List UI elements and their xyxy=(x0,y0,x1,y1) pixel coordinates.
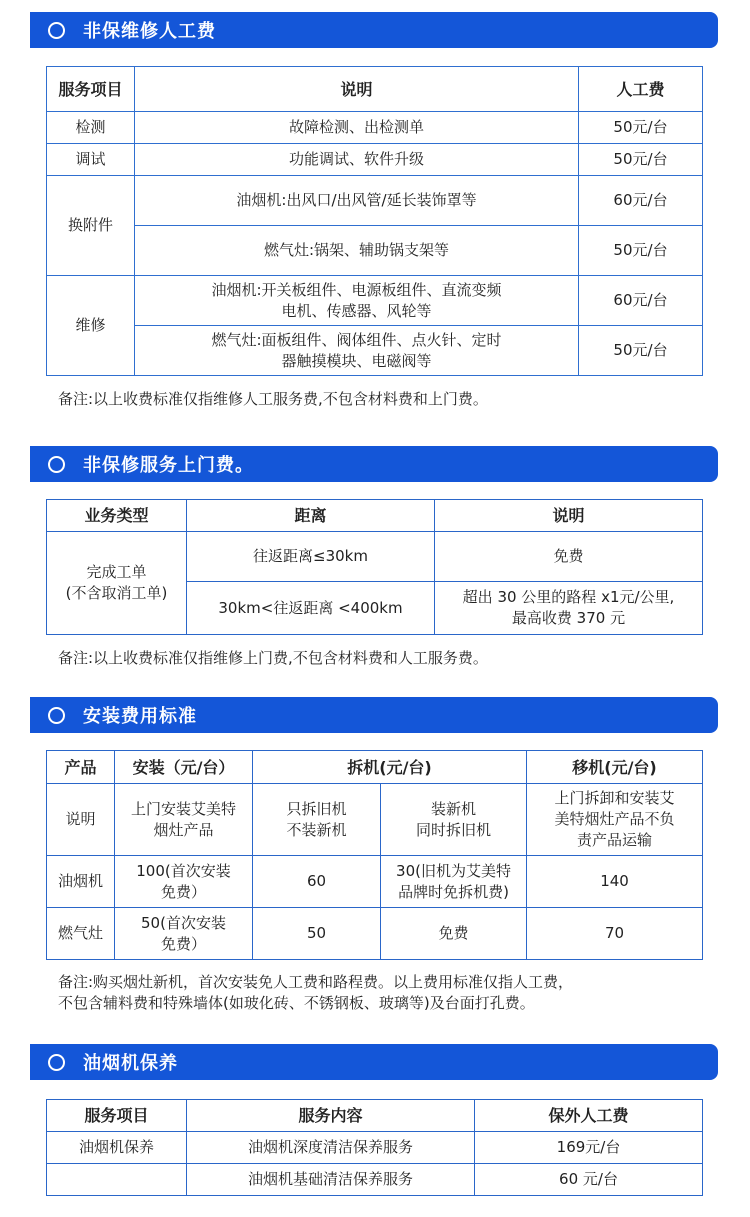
cell-move: 70 xyxy=(527,908,703,960)
cell-remove-only: 60 xyxy=(253,856,381,908)
type-line: (不含取消工单) xyxy=(65,584,168,602)
header-remove: 拆机(元/台) xyxy=(253,751,527,784)
cell-desc: 功能调试、软件升级 xyxy=(135,144,579,176)
cell-label: 说明 xyxy=(47,784,115,856)
table-row xyxy=(47,176,703,226)
cell-remove-with-new: 免费 xyxy=(381,908,527,960)
circle-icon xyxy=(48,707,65,724)
cell-fee: 169元/台 xyxy=(475,1132,703,1164)
desc-line: 最高收费 370 元 xyxy=(511,609,626,627)
cell-install xyxy=(115,908,253,960)
cell-fee: 50元/台 xyxy=(579,226,703,276)
table-row xyxy=(47,1164,703,1196)
circle-icon xyxy=(48,456,65,473)
cell-desc: 燃气灶:锅架、辅助锅支架等 xyxy=(135,226,579,276)
cell-move xyxy=(527,784,703,856)
maintenance-table xyxy=(46,1099,703,1196)
section-header-hood-maintenance xyxy=(30,1044,718,1080)
table-row xyxy=(47,1132,703,1164)
text-line: 30(旧机为艾美特 xyxy=(396,861,511,880)
text-line: 不装新机 xyxy=(286,820,347,839)
section-title: 安装费用标准 xyxy=(83,706,197,727)
cell-remove-with-new xyxy=(381,856,527,908)
table-row xyxy=(47,276,703,326)
cell-install xyxy=(115,856,253,908)
circle-icon xyxy=(48,22,65,39)
cell-content: 油烟机深度清洁保养服务 xyxy=(187,1132,475,1164)
cell-item: 换附件 xyxy=(47,176,135,276)
section-header-repair-labor xyxy=(30,12,718,48)
cell-move: 140 xyxy=(527,856,703,908)
note-repair-labor: 备注:以上收费标准仅指维修人工服务费,不包含材料费和上门费。 xyxy=(58,390,488,408)
circle-icon xyxy=(48,1054,65,1071)
text-line: 50(首次安装 xyxy=(141,913,226,932)
cell-remove-with-new xyxy=(381,784,527,856)
cell-fee: 60 元/台 xyxy=(475,1164,703,1196)
section-header-visit-fee xyxy=(30,446,718,482)
cell-desc xyxy=(135,276,579,326)
cell-desc xyxy=(435,582,703,635)
cell-item xyxy=(47,1164,187,1196)
cell-type xyxy=(47,532,187,635)
cell-desc: 故障检测、出检测单 xyxy=(135,112,579,144)
cell-fee: 50元/台 xyxy=(579,112,703,144)
cell-fee: 50元/台 xyxy=(579,326,703,376)
section-title: 非保修服务上门费。 xyxy=(83,455,254,476)
cell-remove-only xyxy=(253,784,381,856)
cell-distance: 30km<往返距离 <400km xyxy=(187,582,435,635)
text-line: 烟灶产品 xyxy=(153,820,214,839)
cell-fee: 60元/台 xyxy=(579,176,703,226)
header-move: 移机(元/台) xyxy=(527,751,703,784)
text-line: 品牌时免拆机费) xyxy=(398,882,509,901)
desc-line: 油烟机:开关板组件、电源板组件、直流变频 xyxy=(211,280,502,299)
install-fee-table xyxy=(46,750,703,960)
note-line: 备注:购买烟灶新机，首次安装免人工费和路程费。以上费用标准仅指人工费， xyxy=(58,973,574,991)
cell-item: 调试 xyxy=(47,144,135,176)
table-row xyxy=(47,532,703,582)
cell-content: 油烟机基础清洁保养服务 xyxy=(187,1164,475,1196)
table-row xyxy=(47,784,703,856)
header-install: 安装（元/台） xyxy=(115,751,253,784)
cell-desc xyxy=(135,326,579,376)
text-line: 只拆旧机 xyxy=(286,799,347,818)
table-row xyxy=(47,326,703,376)
cell-desc: 油烟机:出风口/出风管/延长装饰罩等 xyxy=(135,176,579,226)
note-line: 不包含辅料费和特殊墙体(如玻化砖、不锈钢板、玻璃等)及台面打孔费。 xyxy=(58,994,535,1012)
table-row xyxy=(47,112,703,144)
text-line: 装新机 xyxy=(431,799,477,818)
cell-label: 油烟机 xyxy=(47,856,115,908)
cell-install xyxy=(115,784,253,856)
text-line: 上门拆卸和安装艾 xyxy=(554,789,675,807)
text-line: 同时拆旧机 xyxy=(416,820,492,839)
header-product: 产品 xyxy=(47,751,115,784)
header-service-item: 服务项目 xyxy=(47,67,135,112)
cell-fee: 60元/台 xyxy=(579,276,703,326)
visit-fee-table xyxy=(46,499,703,635)
header-service-content: 服务内容 xyxy=(187,1100,475,1132)
desc-line: 燃气灶:面板组件、阀体组件、点火针、定时 xyxy=(211,330,502,349)
header-description: 说明 xyxy=(435,500,703,532)
desc-line: 器触摸模块、电磁阀等 xyxy=(281,351,432,370)
cell-remove-only: 50 xyxy=(253,908,381,960)
table-row xyxy=(47,908,703,960)
header-business-type: 业务类型 xyxy=(47,500,187,532)
table-row xyxy=(47,226,703,276)
repair-labor-table xyxy=(46,66,703,376)
desc-line: 电机、传感器、风轮等 xyxy=(281,301,432,320)
header-out-of-warranty-fee: 保外人工费 xyxy=(475,1100,703,1132)
table-row xyxy=(47,144,703,176)
cell-desc: 免费 xyxy=(435,532,703,582)
text-line: 责产品运输 xyxy=(577,831,653,849)
section-header-install-fee xyxy=(30,697,718,733)
cell-item: 维修 xyxy=(47,276,135,376)
cell-distance: 往返距离≤30km xyxy=(187,532,435,582)
header-labor-fee: 人工费 xyxy=(579,67,703,112)
text-line: 免费） xyxy=(160,934,206,953)
text-line: 免费） xyxy=(160,882,206,901)
table-row xyxy=(47,856,703,908)
cell-fee: 50元/台 xyxy=(579,144,703,176)
cell-item: 油烟机保养 xyxy=(47,1132,187,1164)
text-line: 上门安装艾美特 xyxy=(130,799,236,818)
header-service-item: 服务项目 xyxy=(47,1100,187,1132)
note-visit-fee: 备注:以上收费标准仅指维修上门费,不包含材料费和人工服务费。 xyxy=(58,649,488,667)
cell-label: 燃气灶 xyxy=(47,908,115,960)
text-line: 100(首次安装 xyxy=(136,861,231,880)
cell-item: 检测 xyxy=(47,112,135,144)
section-title: 油烟机保养 xyxy=(83,1053,178,1074)
text-line: 美特烟灶产品不负 xyxy=(554,810,675,828)
type-line: 完成工单 xyxy=(86,563,147,581)
note-install-fee xyxy=(58,972,573,1014)
header-description: 说明 xyxy=(135,67,579,112)
desc-line: 超出 30 公里的路程 x1元/公里, xyxy=(462,588,675,606)
section-title: 非保维修人工费 xyxy=(83,21,216,42)
header-distance: 距离 xyxy=(187,500,435,532)
